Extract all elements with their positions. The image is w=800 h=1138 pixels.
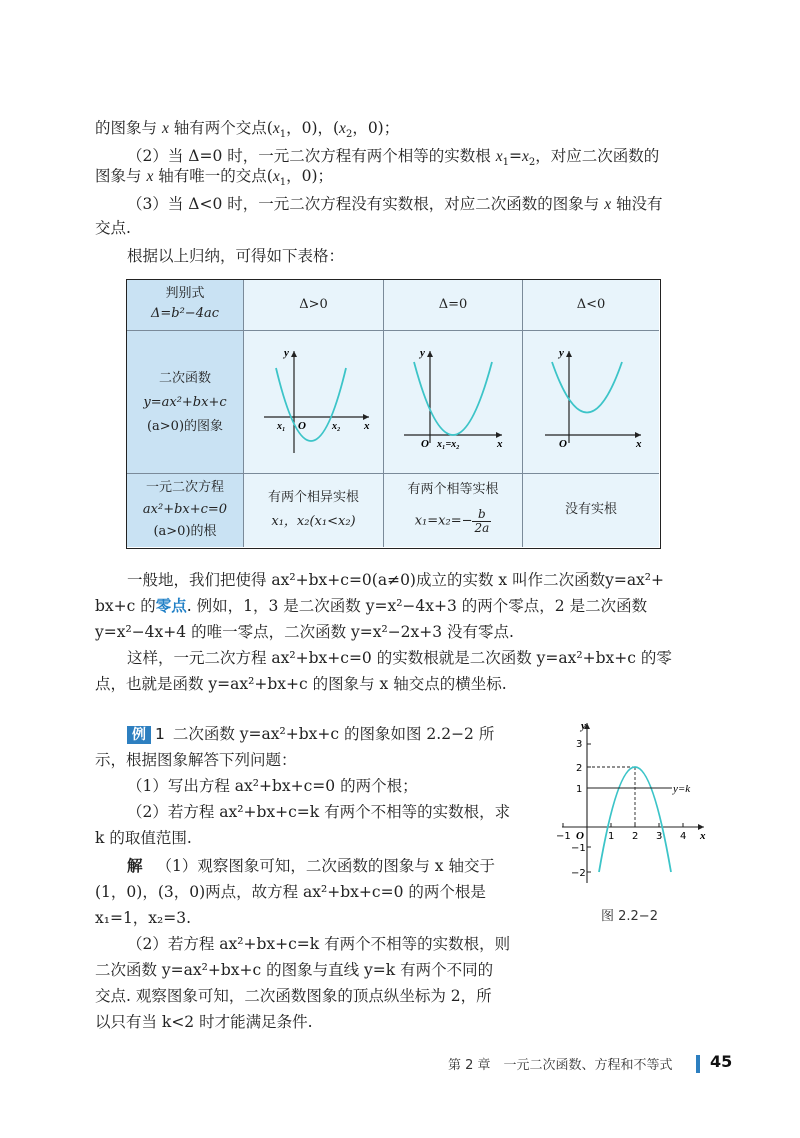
y-tick-label-3: 3 xyxy=(576,739,583,750)
zero-point-term: 零点 xyxy=(155,596,187,615)
double-root-label: x₁=x₂ xyxy=(437,439,460,450)
origin-label: O xyxy=(298,420,306,432)
x-label: x xyxy=(636,438,642,450)
text-line-9: y=x²−4x+4 的唯一零点，二次函数 y=x²−2x+3 没有零点. xyxy=(95,623,514,641)
fig-x-label: x xyxy=(700,830,706,842)
roots-pos-line2: x₁，x₂(x₁<x₂) xyxy=(271,514,356,529)
fig-origin-label: O xyxy=(576,830,584,842)
y-label: y xyxy=(284,347,289,359)
y-tick-label-2: 2 xyxy=(576,763,583,774)
y-label: y xyxy=(559,347,564,359)
solution-line-6: 交点. 观察图象可知，二次函数图象的顶点纵坐标为 2，所 xyxy=(95,987,492,1005)
graph-one-root xyxy=(384,331,522,473)
y-tick-label-neg1: −1 xyxy=(571,843,586,854)
example-badge: 例 xyxy=(127,726,151,744)
solution-line-4: （2）若方程 ax²+bx+c=k 有两个不相等的实数根，则 xyxy=(127,935,511,953)
x-tick-label-2: 2 xyxy=(632,831,639,842)
header-pos-label: Δ>0 xyxy=(299,297,328,312)
graph-cell-pos xyxy=(244,331,384,474)
roots-neg-line1: 没有实根 xyxy=(564,502,617,517)
y-tick-label-neg2: −2 xyxy=(571,868,586,879)
text-line-11: 点，也就是函数 y=ax²+bx+c 的图象与 x 轴交点的横坐标. xyxy=(95,675,507,693)
row-label-function xyxy=(127,331,244,474)
x-tick-label-3: 3 xyxy=(656,831,663,842)
page-footer xyxy=(448,1052,733,1073)
roots-zero-line2 xyxy=(384,508,522,535)
header-label: 判别式 xyxy=(165,286,205,301)
fig-y-label: y xyxy=(581,720,586,732)
example-line-4: （2）若方程 ax²+bx+c=k 有两个不相等的实数根，求 xyxy=(127,803,511,821)
roots-cell-zero xyxy=(384,474,523,547)
parabola-curve xyxy=(414,362,492,435)
origin-label: O xyxy=(421,438,429,450)
figure-2-2-2 xyxy=(552,715,712,890)
roots-cell-neg xyxy=(523,474,659,547)
solution-line-2: (1，0)，(3，0)两点，故方程 ax²+bx+c=0 的两个根是 xyxy=(95,883,486,901)
example-line-3: （1）写出方程 ax²+bx+c=0 的两个根； xyxy=(127,777,418,795)
example-line-5: k 的取值范围. xyxy=(95,829,192,847)
solution-line-7: 以只有当 k<2 时才能满足条件. xyxy=(95,1013,313,1031)
x-tick-label-4: 4 xyxy=(680,831,687,842)
x-label: x xyxy=(364,420,370,432)
text-line-3: 图象与 x 轴有唯一的交点($x_1$，0)； xyxy=(95,167,333,189)
fraction-numerator: b xyxy=(472,508,491,522)
roots-zero-formula: x₁=x₂=− xyxy=(414,513,473,529)
x-tick-label-neg1: −1 xyxy=(556,831,571,842)
text-line-4: （3）当 Δ<0 时，一元二次方程没有实数根，对应二次函数的图象与 x 轴没有 xyxy=(127,195,663,213)
y-axis-arrow xyxy=(427,351,433,357)
row2-label-3: (a>0)的根 xyxy=(153,524,217,539)
header-zero-label: Δ=0 xyxy=(438,297,468,312)
roots-zero-line1: 有两个相等实根 xyxy=(407,482,499,497)
origin-label: O xyxy=(559,438,567,450)
table-header-pos xyxy=(244,280,384,331)
text-line-1: 的图象与 x 轴有两个交点($x_1$，0)，($x_2$，0)； xyxy=(95,119,400,141)
fig-line-label: y=k xyxy=(673,783,691,795)
row2-label-1: 一元二次方程 xyxy=(145,480,224,495)
fraction-denominator: 2a xyxy=(474,521,490,535)
example-line-1: 例 1 二次函数 y=ax²+bx+c 的图象如图 2.2−2 所 xyxy=(127,724,547,744)
text-line-2: （2）当 Δ=0 时，一元二次方程有两个相等的实数根 $x_1=x_2$，对应二次函数的 xyxy=(127,147,660,169)
solution-line-1: 解 （1）观察图象可知，二次函数的图象与 x 轴交于 xyxy=(127,857,495,875)
fraction-b-over-2a xyxy=(472,508,491,535)
y-axis-arrow xyxy=(291,351,297,357)
row2-label-2: ax²+bx+c=0 xyxy=(142,502,228,517)
solution-label: 解 xyxy=(127,857,143,875)
roots-cell-pos xyxy=(244,474,384,547)
row-label-equation xyxy=(127,474,244,547)
text-line-7: 一般地，我们把使得 ax²+bx+c=0(a≠0)成立的实数 x 叫作二次函数y=ax²+ xyxy=(127,571,664,589)
parabola-curve xyxy=(552,362,622,413)
text-line-10: 这样，一元二次方程 ax²+bx+c=0 的实数根就是二次函数 y=ax²+bx+c 的零 xyxy=(127,649,672,667)
example-number: 1 xyxy=(155,725,165,743)
row1-label-1: 二次函数 xyxy=(158,371,211,386)
root2-label: x₂ xyxy=(332,421,341,432)
row1-label-2: y=ax²+bx+c xyxy=(143,395,227,410)
header-formula: Δ=b²−4ac xyxy=(150,306,219,321)
example-line-2: 示，根据图象解答下列问题： xyxy=(95,751,297,769)
y-axis-arrow xyxy=(566,351,572,357)
graph-cell-zero xyxy=(384,331,523,474)
table-header-neg xyxy=(523,280,659,331)
y-tick-label-1: 1 xyxy=(576,784,583,795)
table-header-discriminant xyxy=(127,280,244,331)
figure-caption: 图 2.2−2 xyxy=(601,909,658,924)
table-header-zero xyxy=(384,280,523,331)
solution-line-3: x₁=1，x₂=3. xyxy=(95,909,192,927)
graph-no-root xyxy=(523,331,658,473)
graph-two-roots xyxy=(244,331,383,473)
roots-pos-line1: 有两个相异实根 xyxy=(267,490,359,505)
text-line-5: 交点. xyxy=(95,219,131,237)
x-tick-label-1: 1 xyxy=(608,831,615,842)
header-neg-label: Δ<0 xyxy=(576,297,606,312)
discriminant-table xyxy=(126,279,661,549)
text-line-6: 根据以上归纳，可得如下表格： xyxy=(127,247,345,265)
x-label: x xyxy=(497,438,503,450)
footer-divider xyxy=(696,1055,700,1073)
root1-label: x₁ xyxy=(277,421,286,432)
row1-label-3: (a>0)的图象 xyxy=(146,419,224,434)
text-line-8: bx+c 的零点. 例如，1，3 是二次函数 y=x²−4x+3 的两个零点，2 是二次函数 xyxy=(95,596,648,615)
solution-line-5: 二次函数 y=ax²+bx+c 的图象与直线 y=k 有两个不同的 xyxy=(95,961,494,979)
page-number: 45 xyxy=(710,1052,733,1071)
graph-cell-neg xyxy=(523,331,659,474)
y-label: y xyxy=(420,347,425,359)
chapter-title: 第 2 章 一元二次函数、方程和不等式 xyxy=(448,1058,673,1073)
